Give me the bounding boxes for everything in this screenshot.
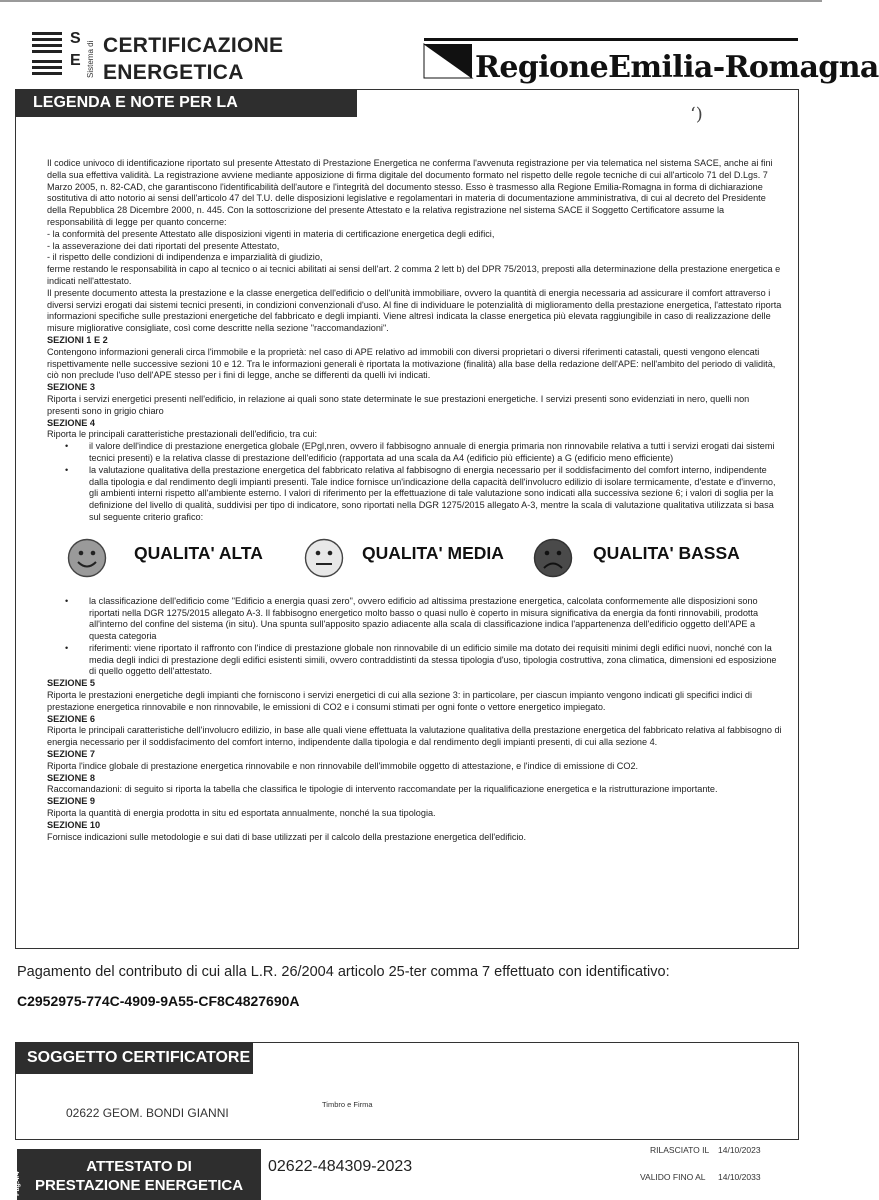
section-title: SEZIONI 1 E 2	[47, 334, 108, 345]
issued-value: 14/10/2023	[718, 1145, 761, 1155]
issued-date	[650, 1145, 761, 1155]
document-paragraph: Il presente documento attesta la prestazione e la classe energetica dell'edificio o dell'unità immobiliare, ovvero la quantità di energia necessaria ad assicurare il comfort attraverso i diversi servizi erogati dai sistemi tecnici presenti, in condizioni convenzionali d'uso. Al fine di individuare le potenzialità di miglioramento della prestazione energetica, l'attestato riporta informazioni specifiche sulle prestazioni energetiche del fabbricato e degli impianti. Viene altresì indicata la classe energetica più elevata raggiungibile in caso di realizzazione delle misure migliorative consigliate, così come descritte nella sezione "raccomandazioni".	[47, 287, 782, 334]
section-text: Riporta le principali caratteristiche prestazionali dell'edificio, tra cui:	[47, 429, 318, 440]
smiley-sad-icon	[533, 538, 573, 578]
section-title: SEZIONE 10	[47, 819, 101, 830]
issued-label: RILASCIATO IL	[650, 1145, 710, 1155]
quality-low-label: QUALITA' BASSA	[593, 542, 740, 563]
payment-code: C2952975-774C-4909-9A55-CF8C4827690A	[17, 993, 300, 1009]
responsibility-item: - il rispetto delle condizioni di indipendenza e imparzialità di giudizio,	[47, 252, 323, 263]
section-title: SEZIONE 5	[47, 678, 95, 689]
list-item: • la valutazione qualitativa della prestazione energetica del fabbricato relativa al fabbisogno di energia necessario per il soddisfacimento del comfort interno, indipendente dalla tipologia e dal rendimento degli impianti presenti. Tale indice fornisce un'indicazione della capacità dell'involucro edilizio di isolare termicamente, d'estate e d'inverno, gli ambienti interni rispetto all'ambiente esterno. I valori di riferimento per la effettuazione di tale valutazione sono indicati alla successiva sezione 6; i valori di soglia per la definizione del livello di qualità, suddivisi per tipo di indicatore, sono riportati nella DGR 1275/2015 allegato A-3, mentre la scala di valutazione qualitativa utilizzata si basa sul seguente criterio grafico:	[89, 465, 782, 524]
section-text: Riporta la quantità di energia prodotta in situ ed esportata annualmente, nonché la sua tipologia.	[47, 808, 436, 819]
section-text: Contengono informazioni generali circa l'immobile e la proprietà: nel caso di APE relativo ad immobili con diversi proprietari o diversi riferimenti catastali, questi vengono elencati rispettivamente nelle successive sezioni 10 e 12. Tra le informazioni generali è riportata la motivazione (finalità) alla base della redazione dell'APE: nell'ambito del periodo di validità, ciò non preclude l'uso dell'APE stesso per i fini di legge, anche se differenti da quelli ivi indicati.	[47, 346, 776, 381]
cert-title-line2: ENERGETICA	[103, 61, 244, 84]
ape-title-line2: PRESTAZIONE ENERGETICA	[34, 1177, 244, 1194]
sace-letter-s: S	[70, 30, 81, 47]
section-text: Fornisce indicazioni sulle metodologie e sui dati di base utilizzati per il calcolo della prestazione energetica dell'edificio.	[47, 831, 527, 842]
region-logo-rule	[424, 38, 798, 41]
certifier-header: SOGGETTO CERTIFICATORE	[15, 1042, 253, 1074]
sace-letter-e: E	[70, 52, 81, 69]
ape-title-box	[17, 1149, 261, 1200]
certification-title	[103, 32, 283, 86]
stamp-signature-label: Timbro e Firma	[322, 1100, 373, 1109]
ape-code: 02622-484309-2023	[268, 1158, 413, 1175]
legend-body	[47, 158, 782, 843]
legend-header: LEGENDA E NOTE PER LA COMPILAZIONE	[15, 89, 357, 117]
section4-list-2	[47, 596, 782, 679]
sace-letters	[70, 28, 81, 72]
payment-text: Pagamento del contributo di cui alla L.R. 26/2004 articolo 25-ter comma 7 effettuato con identificativo:	[17, 964, 670, 980]
responsibility-item: - la asseverazione dei dati riportati del presente Attestato,	[47, 240, 280, 251]
sace-vertical-label: Sistema di	[86, 40, 95, 78]
list-item: • riferimenti: viene riportato il raffronto con l'indice di prestazione globale non rinnovabile di un edificio simile ma dotato dei requisiti minimi degli edifici nuovi, nonché con la media degli indici di prestazione degli edifici esistenti simili, ovvero contraddistinti da stessa tipologia d'uso, tipologia costruttiva, zona climatica, dimensioni ed esposizione di quello oggetto dell'attestato.	[89, 643, 782, 678]
handwritten-mark: ʻ)	[690, 104, 703, 125]
section-title: SEZIONE 3	[47, 382, 95, 393]
cert-title-line1: CERTIFICAZIONE	[103, 34, 284, 57]
section-text: Riporta i servizi energetici presenti nell'edificio, in relazione ai quali sono state determinate le sue prestazioni energetiche. I servizi presenti sono evidenziati in nero, quelli non presenti sono in grigio chiaro	[47, 393, 750, 416]
smiley-neutral-icon	[304, 538, 344, 578]
section4-list	[47, 441, 782, 524]
region-flag-icon	[424, 38, 472, 80]
quality-high-label: QUALITA' ALTA	[134, 542, 263, 563]
ape-title-line1: ATTESTATO DI	[86, 1158, 192, 1175]
valid-until-label: VALIDO FINO AL	[640, 1172, 706, 1182]
section-title: SEZIONE 4	[47, 417, 95, 428]
section-text: Raccomandazioni: di seguito si riporta la tabella che classifica le tipologie di intervento raccomandate per la riqualificazione energetica e la ristrutturazione importante.	[47, 784, 718, 795]
top-edge-line	[0, 0, 822, 2]
list-item: • il valore dell'indice di prestazione energetica globale (EPgl,nren, ovvero il fabbisogno annuale di energia primaria non rinnovabile relativa a tutti i servizi erogati dai sistemi tecnici presenti) e la relativa classe di prestazione dell'edificio (rapportata ad una scala da A4 (edificio più efficiente) a G (edificio meno efficiente)	[89, 441, 782, 465]
quality-medium-label: QUALITA' MEDIA	[362, 542, 504, 563]
quality-scale	[47, 530, 782, 592]
responsibility-item: - la conformità del presente Attestato alle disposizioni vigenti in materia di certificazione energetica degli edifici,	[47, 228, 495, 239]
valid-until-value: 14/10/2033	[718, 1172, 761, 1182]
section-title: SEZIONE 8	[47, 772, 95, 783]
certifier-name: 02622 GEOM. BONDI GIANNI	[66, 1106, 229, 1120]
section-title: SEZIONE 7	[47, 749, 95, 760]
valid-until-date	[640, 1172, 761, 1182]
sace-logo-icon	[32, 30, 72, 82]
region-name: RegioneEmilia-Romagna	[475, 50, 879, 85]
intro-paragraph: Il codice univoco di identificazione riportato sul presente Attestato di Prestazione Energetica ne conferma l'avvenuta registrazione per via telematica nel sistema SACE, anche ai fini della sua effettiva validità. La registrazione avviene mediante apposizione di firma digitale del documento formato nel rispetto delle regole tecniche di cui all'articolo 71 del D.Lgs. 7 Marzo 2005, n. 82-CAD, che garantiscono l'identificabilità dell'autore e l'integrità del documento stesso. Esso è trasmesso alla Regione Emilia-Romagna in forma di dichiarazione sostitutiva di atto notorio ai sensi dell'articolo 47 del T.U. delle disposizioni legislative e regolamentari in materia di documentazione amministrativa, di cui al decreto del Presidente della Repubblica 28 Dicembre 2000, n. 445. Con la sottoscrizione del presente Attestato e la relativa registrazione nel sistema SACE il Soggetto Certificatore assume la responsabilità di legge per quanto concerne:	[47, 158, 773, 227]
list-item: • la classificazione dell'edificio come "Edificio a energia quasi zero", ovvero edificio ad altissima prestazione energetica, calcolata conformemente alle disposizioni sono riportati nella DGR 1275/2015 allegato A-3. Il fabbisogno energetico molto basso o quasi nullo è coperto in misura significativa da energia da fonti rinnovabili, prodotta all'interno del confine del sistema (in situ). Una spunta sull'apposito spazio adiacente alla scala di classificazione indica l'appartenenza dell'edificio oggetto dell'APE a questa categoria	[89, 596, 782, 643]
page-number: Pag.4/4	[14, 1171, 21, 1196]
section-text: Riporta l'indice globale di prestazione energetica rinnovabile e non rinnovabile dell'immobile oggetto di attestazione, e l'indice di emissione di CO2.	[47, 760, 639, 771]
section-title: SEZIONE 6	[47, 713, 95, 724]
smiley-happy-icon	[67, 538, 107, 578]
section-title: SEZIONE 9	[47, 796, 95, 807]
section-text: Riporta le principali caratteristiche dell'involucro edilizio, in base alle quali viene effettuata la valutazione qualitativa della prestazione energetica del fabbricato relativa al fabbisogno di energia necessario per il soddisfacimento del comfort interno, indipendente dalla tipologia e dal rendimento degli impianti presenti, di cui alla sezione 4.	[47, 725, 782, 748]
section-text: Riporta le prestazioni energetiche degli impianti che forniscono i servizi energetici di cui alla sezione 3: in particolare, per ciascun impianto vengono indicati gli specifici indici di prestazione energetica rinnovabile e non rinnovabile, le emissioni di CO2 e i consumi stimati per ogni fonte o vettore energetico impiegato.	[47, 690, 753, 712]
ferme-paragraph: ferme restando le responsabilità in capo al tecnico o ai tecnici abilitati ai sensi dell'art. 2 comma 2 lett b) del DPR 75/2013, preposti alla determinazione della prestazione energetica e indicati nell'attestato.	[47, 264, 781, 286]
